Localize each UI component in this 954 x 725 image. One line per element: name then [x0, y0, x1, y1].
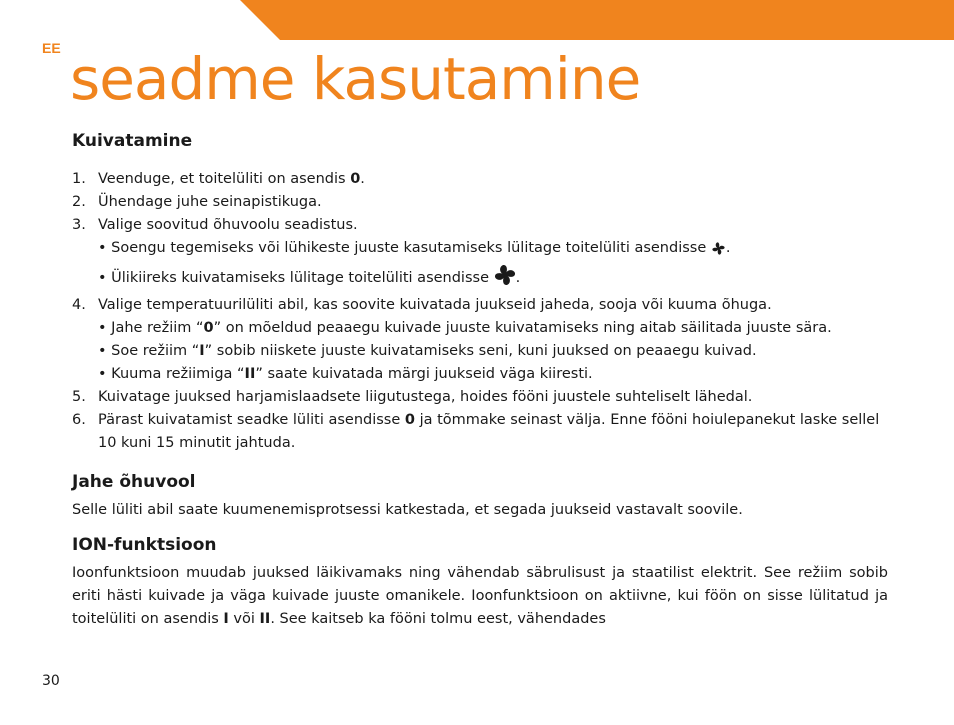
section-text — [72, 562, 888, 631]
bullet-text: • Kuuma režiimiga “ — [98, 366, 245, 382]
step-number: 2. — [72, 194, 86, 210]
bullet-text: • Jahe režiim “ — [98, 320, 204, 336]
list-item — [72, 409, 888, 455]
step-text: Kuivatage juuksed harjamislaadsete liigutustega, hoides fööni juustele suhteliselt lähedal. — [98, 389, 753, 405]
step-text: Valige soovitud õhuvoolu seadistus. — [98, 217, 358, 233]
bullet-text: • Ülikiireks kuivatamiseks lülitage toitelüliti asendisse — [98, 270, 494, 286]
bullet-text: • Soe režiim “ — [98, 343, 200, 359]
bullet-item — [98, 340, 888, 363]
step-number: 5. — [72, 389, 86, 405]
section-ion-function — [72, 532, 888, 631]
bullet-text: • Soengu tegemiseks või lühikeste juuste kasutamiseks lülitage toitelüliti asendisse — [98, 240, 711, 256]
list-item — [72, 294, 888, 386]
text-part: või — [228, 611, 260, 627]
section-heading: Jahe õhuvool — [72, 472, 196, 492]
steps-list — [72, 168, 888, 455]
text-part: Ioonfunktsioon muudab juuksed läikivamaks ning vähendab säbrulisust ja staatilist elektrit. See režiim sobib eriti hästi kuivade ja väga kuivade juuste omanikele. Ioonfunktsioon on aktiivne, kui föön on sisse lülitatud ja toitelüliti on asendis — [72, 565, 888, 627]
header-accent-bar — [240, 0, 954, 40]
step-number: 1. — [72, 171, 86, 187]
list-item — [72, 214, 888, 294]
switch-position: II — [259, 611, 271, 627]
page-content — [72, 128, 888, 631]
bullet-text-end: ” on mõeldud peaaegu kuivade juuste kuivatamiseks ning aitab säilitada juuste sära. — [213, 320, 832, 336]
section-cool-air — [72, 469, 888, 522]
switch-position: I — [223, 611, 229, 627]
step-text: Valige temperatuurilüliti abil, kas soovite kuivatada juukseid jaheda, sooja või kuuma õhuga. — [98, 297, 772, 313]
fan-high-icon — [494, 264, 516, 294]
section-heading: ION-funktsioon — [72, 535, 217, 555]
mode-label: 0 — [203, 320, 214, 336]
page-title: seadme kasutamine — [70, 45, 641, 113]
section-heading: Kuivatamine — [72, 131, 193, 151]
section-text: Selle lüliti abil saate kuumenemisprotsessi katkestada, et segada juukseid vastavalt soovile. — [72, 502, 743, 518]
switch-position: 0 — [350, 171, 361, 187]
page-number: 30 — [42, 673, 60, 689]
list-item — [72, 168, 888, 191]
bullet-item — [98, 264, 888, 294]
mode-label: II — [244, 366, 256, 382]
bullet-text-end: ” sobib niiskete juuste kuivatamiseks seni, kuni juuksed on peaaegu kuivad. — [204, 343, 757, 359]
step-number: 3. — [72, 217, 86, 233]
text-part: . See kaitseb ka fööni tolmu eest, vähendades — [270, 611, 606, 627]
fan-low-icon — [711, 241, 726, 264]
language-code: EE — [42, 40, 61, 56]
mode-label: I — [199, 343, 205, 359]
bullet-item — [98, 237, 888, 264]
bullet-item — [98, 317, 888, 340]
step-text: Pärast kuivatamist seadke lüliti asendisse — [98, 412, 405, 428]
step-text: Ühendage juhe seinapistikuga. — [98, 194, 322, 210]
step-text-end: . — [360, 171, 365, 187]
bullet-end: . — [515, 270, 521, 286]
list-item — [72, 191, 888, 214]
step-text-end: ja tõmmake seinast välja. Enne fööni hoiulepanekut laske sellel 10 kuni 15 minutit jahtuda. — [98, 412, 880, 451]
bullet-text-end: ” saate kuivatada märgi juukseid väga kiiresti. — [255, 366, 593, 382]
list-item — [72, 386, 888, 409]
step-number: 4. — [72, 297, 86, 313]
step-number: 6. — [72, 412, 86, 428]
bullet-item — [98, 363, 888, 386]
bullet-end: . — [725, 240, 731, 256]
switch-position: 0 — [404, 412, 415, 428]
step-text: Veenduge, et toitelüliti on asendis — [98, 171, 351, 187]
section-drying — [72, 128, 888, 455]
